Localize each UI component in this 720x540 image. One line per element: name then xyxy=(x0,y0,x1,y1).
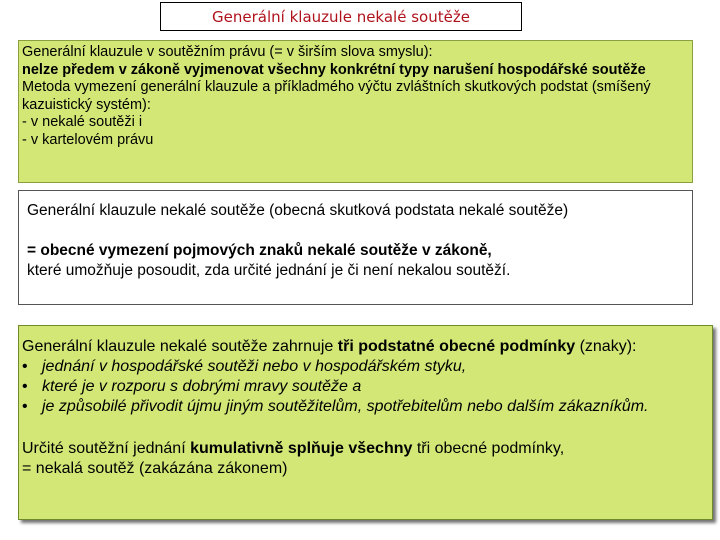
bullet-icon: • xyxy=(22,398,28,415)
list-item xyxy=(22,377,709,397)
box1-line-1: Generální klauzule v soutěžním právu (= v širším slova smyslu): xyxy=(22,44,433,60)
conclusion-end: tři obecné podmínky, xyxy=(412,440,565,457)
definition-line-1: = obecné vymezení pojmových znaků nekalé soutěže v zákoně, xyxy=(27,242,492,259)
box1-line-4: - v nekalé soutěži i xyxy=(22,114,143,131)
list-item-text: které je v rozporu s dobrými mravy soutěže a xyxy=(42,378,362,395)
definition-heading: Generální klauzule nekalé soutěže (obecná skutková podstata nekalé soutěže) xyxy=(27,202,569,219)
conclusion-line-1 xyxy=(22,439,709,459)
bullet-icon: • xyxy=(22,358,28,375)
definition-line-2: které umožňuje posoudit, zda určité jednání je či není nekalou soutěží. xyxy=(27,262,511,279)
box1-line-2: nelze předem v zákoně vyjmenovat všechny konkrétní typy narušení hospodářské soutěže xyxy=(22,61,646,78)
conclusion-text: Určité soutěžní jednání xyxy=(22,440,191,457)
list-item xyxy=(22,357,709,377)
conclusion-line-2: = nekalá soutěž (zakázána zákonem) xyxy=(22,460,288,477)
box1-line-3: Metoda vymezení generální klauzule a příkladmého výčtu zvláštních skutkových podstat (smíšený kazuistický systém): xyxy=(22,79,651,113)
conditions-intro-bold: tři podstatné obecné podmínky xyxy=(337,338,576,355)
conditions-intro-text: Generální klauzule nekalé soutěže zahrnuje xyxy=(22,338,338,355)
box1-line-5: - v kartelovém právu xyxy=(22,131,154,148)
page-title: Generální klauzule nekalé soutěže xyxy=(160,2,522,31)
bullet-icon: • xyxy=(22,378,28,395)
soutezni-pravo-box xyxy=(18,40,693,183)
list-item-text: jednání v hospodářské soutěži nebo v hospodářském styku, xyxy=(42,358,467,375)
conditions-intro-end: (znaky): xyxy=(575,338,637,355)
conclusion-bold: kumulativně splňuje všechny xyxy=(190,440,413,457)
definition-box xyxy=(18,190,693,305)
conditions-list xyxy=(22,357,709,417)
list-item xyxy=(22,397,709,417)
conditions-intro xyxy=(22,337,709,357)
conditions-box xyxy=(18,325,713,520)
list-item-text: je způsobilé přivodit újmu jiným soutěžitelům, spotřebitelům nebo dalším zákazníkům. xyxy=(42,398,649,415)
